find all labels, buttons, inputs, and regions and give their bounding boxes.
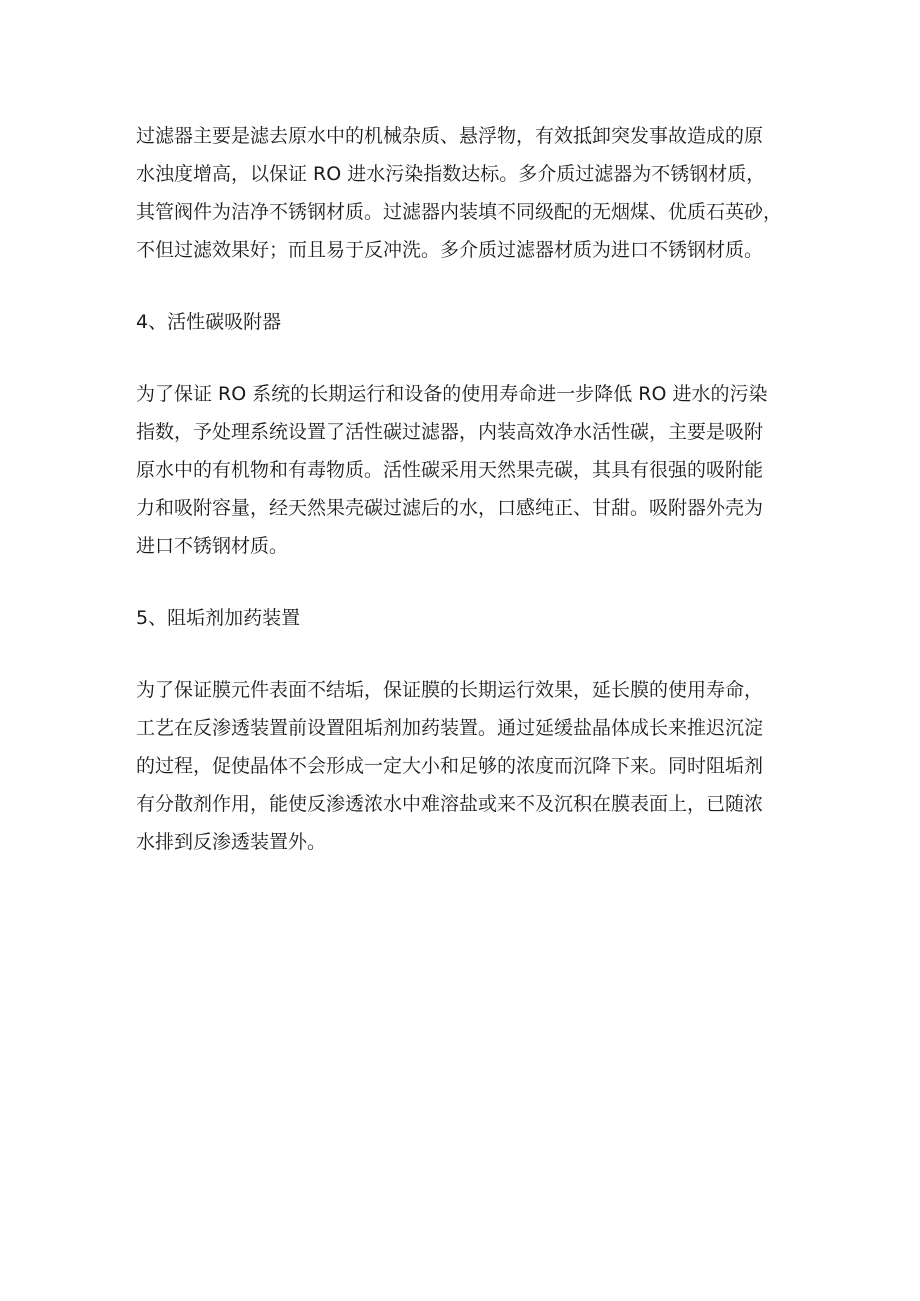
paragraph-antiscalant [136,671,806,861]
paragraph-line: 为了保证 RO 系统的长期运行和设备的使用寿命进一步降低 RO 进水的污染 [136,383,768,405]
section-heading-4: 4、活性碳吸附器 [136,311,282,333]
document-body [136,117,806,861]
paragraph-line: 为了保证膜元件表面不结垢，保证膜的长期运行效果，延长膜的使用寿命， [136,679,764,701]
paragraph-activated-carbon [136,375,806,565]
paragraph-line: 的过程，促使晶体不会形成一定大小和足够的浓度而沉降下来。同时阻垢剂 [136,755,764,777]
paragraph-line: 水排到反渗透装置外。 [136,831,327,853]
paragraph-line: 其管阀件为洁净不锈钢材质。过滤器内装填不同级配的无烟煤、优质石英砂， [136,201,783,223]
paragraph-line: 原水中的有机物和有毒物质。活性碳采用天然果壳碳，其具有很强的吸附能 [136,459,764,481]
paragraph-line: 过滤器主要是滤去原水中的机械杂质、悬浮物，有效抵卸突发事故造成的原 [136,125,764,147]
paragraph-line: 进口不锈钢材质。 [136,535,289,557]
paragraph-line: 工艺在反渗透装置前设置阻垢剂加药装置。通过延缓盐晶体成长来推迟沉淀 [136,717,764,739]
paragraph-line: 水浊度增高，以保证 RO 进水污染指数达标。多介质过滤器为不锈钢材质， [136,163,766,185]
paragraph-line: 有分散剂作用，能使反渗透浓水中难溶盐或来不及沉积在膜表面上，已随浓 [136,793,764,815]
paragraph-line: 指数，予处理系统设置了活性碳过滤器，内装高效净水活性碳，主要是吸附 [136,421,764,443]
section-heading-5: 5、阻垢剂加药装置 [136,607,301,629]
paragraph-filter [136,117,806,269]
paragraph-line: 不但过滤效果好；而且易于反冲洗。多介质过滤器材质为进口不锈钢材质。 [136,239,764,261]
paragraph-line: 力和吸附容量，经天然果壳碳过滤后的水，口感纯正、甘甜。吸附器外壳为 [136,497,764,519]
